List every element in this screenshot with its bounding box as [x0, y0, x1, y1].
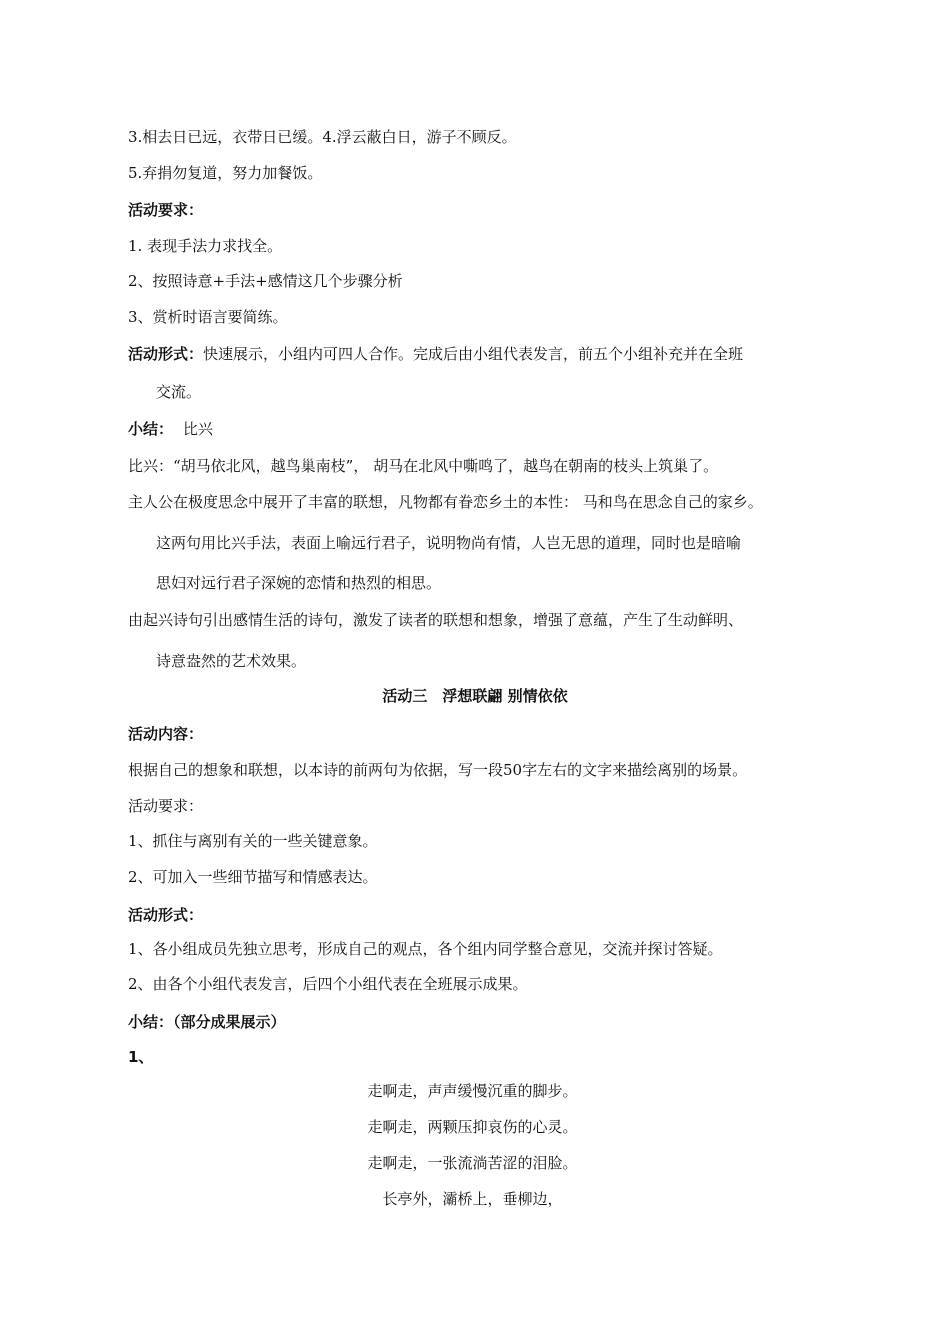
result-poem-line-3: 走啊走，一张流淌苦涩的泪脸。 — [367, 1154, 578, 1172]
effect-line-2: 诗意盎然的艺术效果。 — [156, 652, 307, 670]
activity-form-paragraph — [128, 344, 743, 364]
requirement-item-3: 3、赏析时语言要简练。 — [128, 308, 288, 326]
activity-content-heading: 活动内容： — [128, 725, 204, 743]
summary-label: 小结： — [128, 420, 174, 438]
requirement-item-1: 1. 表现手法力求找全。 — [128, 237, 283, 255]
poem-lines-3-4: 3.相去日已远，衣带日已缓。4.浮云蔽白日，游子不顾反。 — [128, 128, 517, 146]
requirement-item-2: 2、按照诗意+手法+感情这几个步骤分析 — [128, 272, 403, 290]
summary-results-heading: 小结：（部分成果展示） — [128, 1013, 286, 1031]
bixing-explanation: 比兴：“胡马依北风，越鸟巢南枝”， 胡马在北风中嘶鸣了，越鸟在朝南的枝头上筑巢了。 — [128, 457, 719, 475]
requirement-2-item-2: 2、可加入一些细节描写和情感表达。 — [128, 868, 378, 886]
effect-line-1: 由起兴诗句引出感情生活的诗句，激发了读者的联想和想象，增强了意蕴，产生了生动鲜明、 — [128, 611, 744, 629]
activity-form-item-1: 1、各小组成员先独立思考，形成自己的观点，各个组内同学整合意见，交流并探讨答疑。 — [128, 940, 723, 958]
activity-content-text: 根据自己的想象和联想，以本诗的前两句为依据，写一段50字左右的文字来描绘离别的场景。 — [128, 761, 748, 779]
association-line: 主人公在极度思念中展开了丰富的联想，凡物都有眷恋乡土的本性： 马和鸟在思念自己的家乡。 — [128, 493, 763, 511]
summary-text: 比兴 — [183, 420, 214, 438]
activity-three-title: 活动三 浮想联翩 别情依依 — [382, 687, 568, 705]
activity-form-heading-2: 活动形式： — [128, 906, 204, 924]
result-poem-line-1: 走啊走，声声缓慢沉重的脚步。 — [367, 1082, 578, 1100]
activity-form-item-2: 2、由各个小组代表发言，后四个小组代表在全班展示成果。 — [128, 975, 528, 993]
metaphor-line-2: 思妇对远行君子深婉的恋情和热烈的相思。 — [156, 574, 442, 592]
result-number-1: 1、 — [128, 1048, 154, 1066]
result-poem-line-2: 走啊走，两颗压抑哀伤的心灵。 — [367, 1118, 578, 1136]
result-poem-line-4: 长亭外，灞桥上，垂柳边， — [382, 1190, 563, 1208]
metaphor-line-1: 这两句用比兴手法，表面上喻远行君子，说明物尚有情，人岂无思的道理，同时也是暗喻 — [156, 534, 742, 552]
activity-form-text: 快速展示，小组内可四人合作。完成后由小组代表发言，前五个小组补充并在全班 — [203, 345, 744, 363]
activity-requirements-heading-2: 活动要求： — [128, 797, 204, 815]
activity-form-continued: 交流。 — [156, 383, 202, 401]
summary-paragraph — [128, 419, 213, 439]
poem-line-5: 5.弃捐勿复道，努力加餐饭。 — [128, 164, 323, 182]
requirement-2-item-1: 1、抓住与离别有关的一些关键意象。 — [128, 832, 378, 850]
activity-form-label: 活动形式： — [128, 345, 204, 363]
activity-requirements-heading: 活动要求： — [128, 201, 204, 219]
